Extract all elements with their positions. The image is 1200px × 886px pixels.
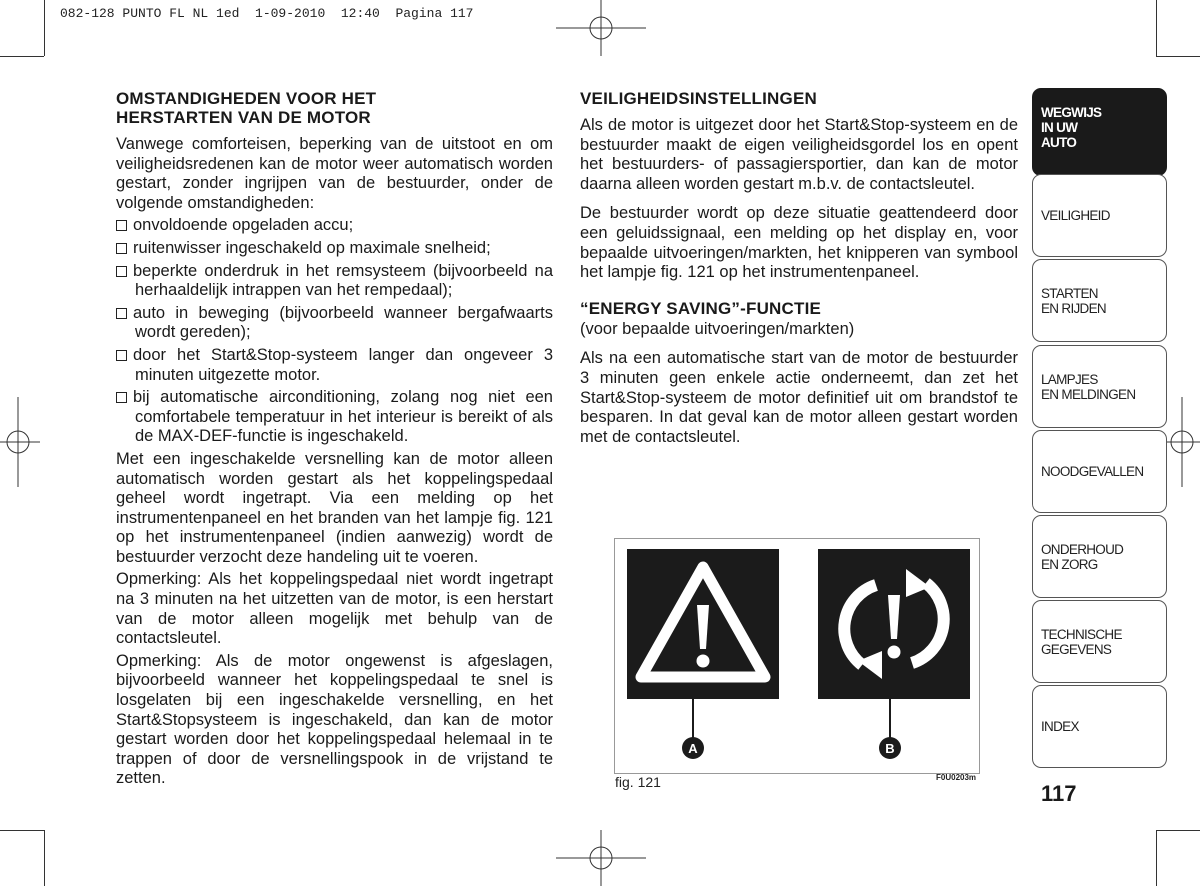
callout-leader-b	[889, 689, 891, 741]
heading-line-2: HERSTARTEN VAN DE MOTOR	[116, 108, 371, 127]
registration-mark-bottom	[556, 830, 646, 886]
checkbox-bullet-icon	[116, 266, 127, 277]
tab-lampjes-en-meldingen[interactable]: LAMPJES EN MELDINGEN	[1032, 345, 1167, 428]
crop-mark	[1156, 56, 1200, 57]
list-item: onvoldoende opgeladen accu;	[116, 216, 553, 236]
checkbox-bullet-icon	[116, 308, 127, 319]
callout-b: B	[879, 737, 901, 759]
crop-mark	[44, 830, 45, 886]
safety-paragraph-2: De bestuurder wordt op deze situatie geattendeerd door een geluidssignaal, een melding op het display en, voor bepaalde uitvoeringen/markten, het knipperen van symbool het lampje fig. 121 op het instrumentenpaneel.	[580, 204, 1018, 282]
list-item: door het Start&Stop-systeem langer dan ongeveer 3 minuten uitgezette motor.	[116, 346, 553, 385]
intro-paragraph: Vanwege comforteisen, beperking van de uitstoot en om veiligheidsredenen kan de motor weer automatisch worden gestart, zonder ingrijpen van de bestuurder, onder de volgende omstandigheden:	[116, 135, 553, 212]
tab-technische-gegevens[interactable]: TECHNISCHE GEGEVENS	[1032, 600, 1167, 683]
tab-index[interactable]: INDEX	[1032, 685, 1167, 768]
warning-triangle-panel	[627, 549, 779, 699]
tab-wegwijs[interactable]: WEGWIJS IN UW AUTO	[1032, 88, 1167, 176]
warning-triangle-icon	[627, 549, 779, 699]
crop-mark	[0, 830, 44, 831]
registration-mark-top	[556, 0, 646, 60]
figure-code: F0U0203m	[936, 773, 977, 782]
checkbox-bullet-icon	[116, 220, 127, 231]
crop-mark	[1156, 830, 1200, 831]
crop-mark	[0, 56, 44, 57]
list-item: auto in beweging (bijvoorbeeld wanneer bergafwaarts wordt gereden);	[116, 304, 553, 343]
callout-a: A	[682, 737, 704, 759]
crop-mark	[1156, 830, 1157, 886]
checkbox-bullet-icon	[116, 350, 127, 361]
tab-noodgevallen[interactable]: NOODGEVALLEN	[1032, 430, 1167, 513]
print-header: 082-128 PUNTO FL NL 1ed 1-09-2010 12:40 Pagina 117	[60, 6, 474, 21]
figure-caption: fig. 121	[615, 774, 661, 790]
checkbox-bullet-icon	[116, 392, 127, 403]
safety-paragraph-1: Als de motor is uitgezet door het Start&Stop-systeem en de bestuurder maakt de eigen veiligheidsgordel los en opent het bestuurders- of passagiersportier, dan kan de motor daarna alleen worden gestart m.b.v. de contactsleutel.	[580, 116, 1018, 193]
section-heading-restart	[116, 89, 553, 127]
right-column	[580, 89, 1018, 450]
tab-veiligheid[interactable]: VEILIGHEID	[1032, 174, 1167, 257]
list-item: bij automatische airconditioning, zolang nog niet een comfortabele temperatuur in het interieur is bereikt of als de MAX-DEF-functie is ingeschakeld.	[116, 388, 553, 447]
section-heading-safety: VEILIGHEIDSINSTELLINGEN	[580, 89, 817, 108]
tab-onderhoud-en-zorg[interactable]: ONDERHOUD EN ZORG	[1032, 515, 1167, 598]
figure-121	[614, 538, 980, 774]
note-paragraph-1: Opmerking: Als het koppelingspedaal niet wordt ingetrapt na 3 minuten na het uitzetten van de motor, is een herstart van de motor alleen mogelijk met behulp van de contactsleutel.	[116, 570, 553, 648]
start-stop-fault-panel	[818, 549, 970, 699]
heading-line-1: OMSTANDIGHEDEN VOOR HET	[116, 89, 377, 108]
registration-mark-left	[0, 397, 40, 487]
list-item: beperkte onderdruk in het remsysteem (bijvoorbeeld na herhaaldelijk intrappen van het rempedaal);	[116, 262, 553, 301]
crop-mark	[44, 0, 45, 56]
page-number: 117	[1041, 781, 1077, 806]
checkbox-bullet-icon	[116, 243, 127, 254]
energy-saving-subheading: (voor bepaalde uitvoeringen/markten)	[580, 319, 855, 338]
crop-mark	[1156, 0, 1157, 56]
clutch-paragraph: Met een ingeschakelde versnelling kan de motor alleen automatisch worden gestart als het koppelingspedaal geheel wordt ingetrapt. Via een melding op het instrumentenpaneel en het branden van het lampje fig. 121 op het instrumentenpaneel (indien aanwezig) wordt de bestuurder verzocht deze handeling uit te voeren.	[116, 449, 553, 566]
energy-saving-paragraph: Als na een automatische start van de motor de bestuurder 3 minuten geen enkele actie onderneemt, dan zet het Start&Stop-systeem de motor definitief uit om brandstof te besparen. In dat geval kan de motor alleen gestart worden met de contactsleutel.	[580, 349, 1018, 446]
section-heading-energy-saving: “ENERGY SAVING”-FUNCTIE	[580, 298, 822, 318]
tab-starten-en-rijden[interactable]: STARTEN EN RIJDEN	[1032, 259, 1167, 342]
start-stop-warning-icon	[818, 549, 970, 699]
note-paragraph-2: Opmerking: Als de motor ongewenst is afgeslagen, bijvoorbeeld wanneer het koppelingspedaal te snel is losgelaten bij een ingeschakelde versnelling, en het Start&Stopsysteem is ingeschakeld, dan kan de motor gestart worden door het koppelingspedaal helemaal in te trappen of door de versnellingspook in de vrijstand te zetten.	[116, 651, 553, 788]
left-column	[116, 89, 553, 792]
callout-leader-a	[692, 689, 694, 741]
list-item: ruitenwisser ingeschakeld op maximale snelheid;	[116, 239, 553, 259]
